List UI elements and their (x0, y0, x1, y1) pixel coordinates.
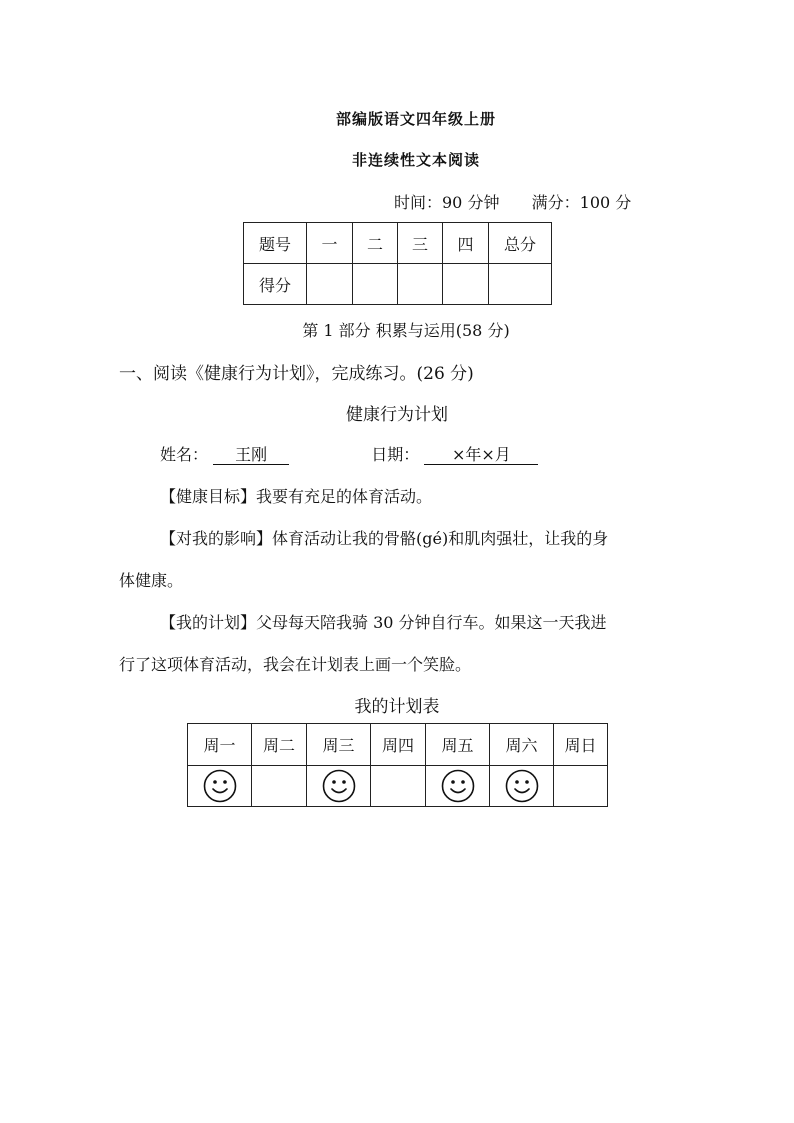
smiley-face-icon (441, 769, 475, 803)
score-header-cell: 四 (443, 223, 489, 264)
score-cell[interactable] (489, 264, 552, 305)
name-date-line (160, 442, 538, 465)
smiley-cell (252, 766, 307, 807)
score-cell[interactable] (398, 264, 443, 305)
date-value: ×年×月 (424, 446, 538, 465)
impact-text-line2: 体健康。 (119, 571, 184, 590)
time-label: 时间：90 分钟 (394, 193, 500, 212)
exam-meta (394, 190, 631, 213)
day-cell: 周日 (554, 724, 608, 766)
day-cell: 周四 (371, 724, 426, 766)
score-cell[interactable] (307, 264, 353, 305)
plan-text-line2: 行了这项体育活动，我会在计划表上画一个笑脸。 (119, 655, 472, 674)
score-row-label: 得分 (244, 264, 307, 305)
day-cell: 周五 (426, 724, 490, 766)
plan-text-line1: 【我的计划】父母每天陪我骑 30 分钟自行车。如果这一天我进 (160, 613, 607, 632)
score-cell[interactable] (443, 264, 489, 305)
impact-text-line1: 【对我的影响】体育活动让我的骨骼(gé)和肌肉强壮，让我的身 (160, 529, 609, 548)
document-title: 部编版语文四年级上册 (335, 110, 496, 128)
day-cell: 周一 (188, 724, 252, 766)
date-label: 日期： (371, 445, 420, 464)
score-table-score-row (244, 264, 552, 305)
plan-smiley-row (188, 766, 608, 807)
score-cell[interactable] (353, 264, 398, 305)
score-header-cell: 三 (398, 223, 443, 264)
score-header-cell: 总分 (489, 223, 552, 264)
score-header-cell: 一 (307, 223, 353, 264)
name-value: 王刚 (213, 446, 289, 465)
document-subtitle: 非连续性文本阅读 (351, 151, 480, 169)
score-header-cell: 题号 (244, 223, 307, 264)
day-cell: 周二 (252, 724, 307, 766)
smiley-cell (371, 766, 426, 807)
smiley-face-icon (322, 769, 356, 803)
name-label: 姓名： (160, 445, 209, 464)
smiley-cell (490, 766, 554, 807)
score-header-cell: 二 (353, 223, 398, 264)
smiley-face-icon (505, 769, 539, 803)
question-1: 一、阅读《健康行为计划》，完成练习。(26 分) (119, 364, 474, 384)
day-cell: 周三 (307, 724, 371, 766)
smiley-cell (426, 766, 490, 807)
health-goal: 【健康目标】我要有充足的体育活动。 (160, 487, 433, 506)
smiley-cell (554, 766, 608, 807)
smiley-face-icon (203, 769, 237, 803)
day-cell: 周六 (490, 724, 554, 766)
passage-title: 健康行为计划 (346, 405, 448, 425)
plan-table (187, 723, 608, 807)
plan-days-row (188, 724, 608, 766)
score-table (243, 222, 552, 305)
smiley-cell (188, 766, 252, 807)
full-score-label: 满分：100 分 (531, 193, 632, 212)
plan-table-title: 我的计划表 (354, 697, 440, 717)
smiley-cell (307, 766, 371, 807)
part-heading: 第 1 部分 积累与运用(58 分) (302, 321, 510, 340)
score-table-header-row (244, 223, 552, 264)
